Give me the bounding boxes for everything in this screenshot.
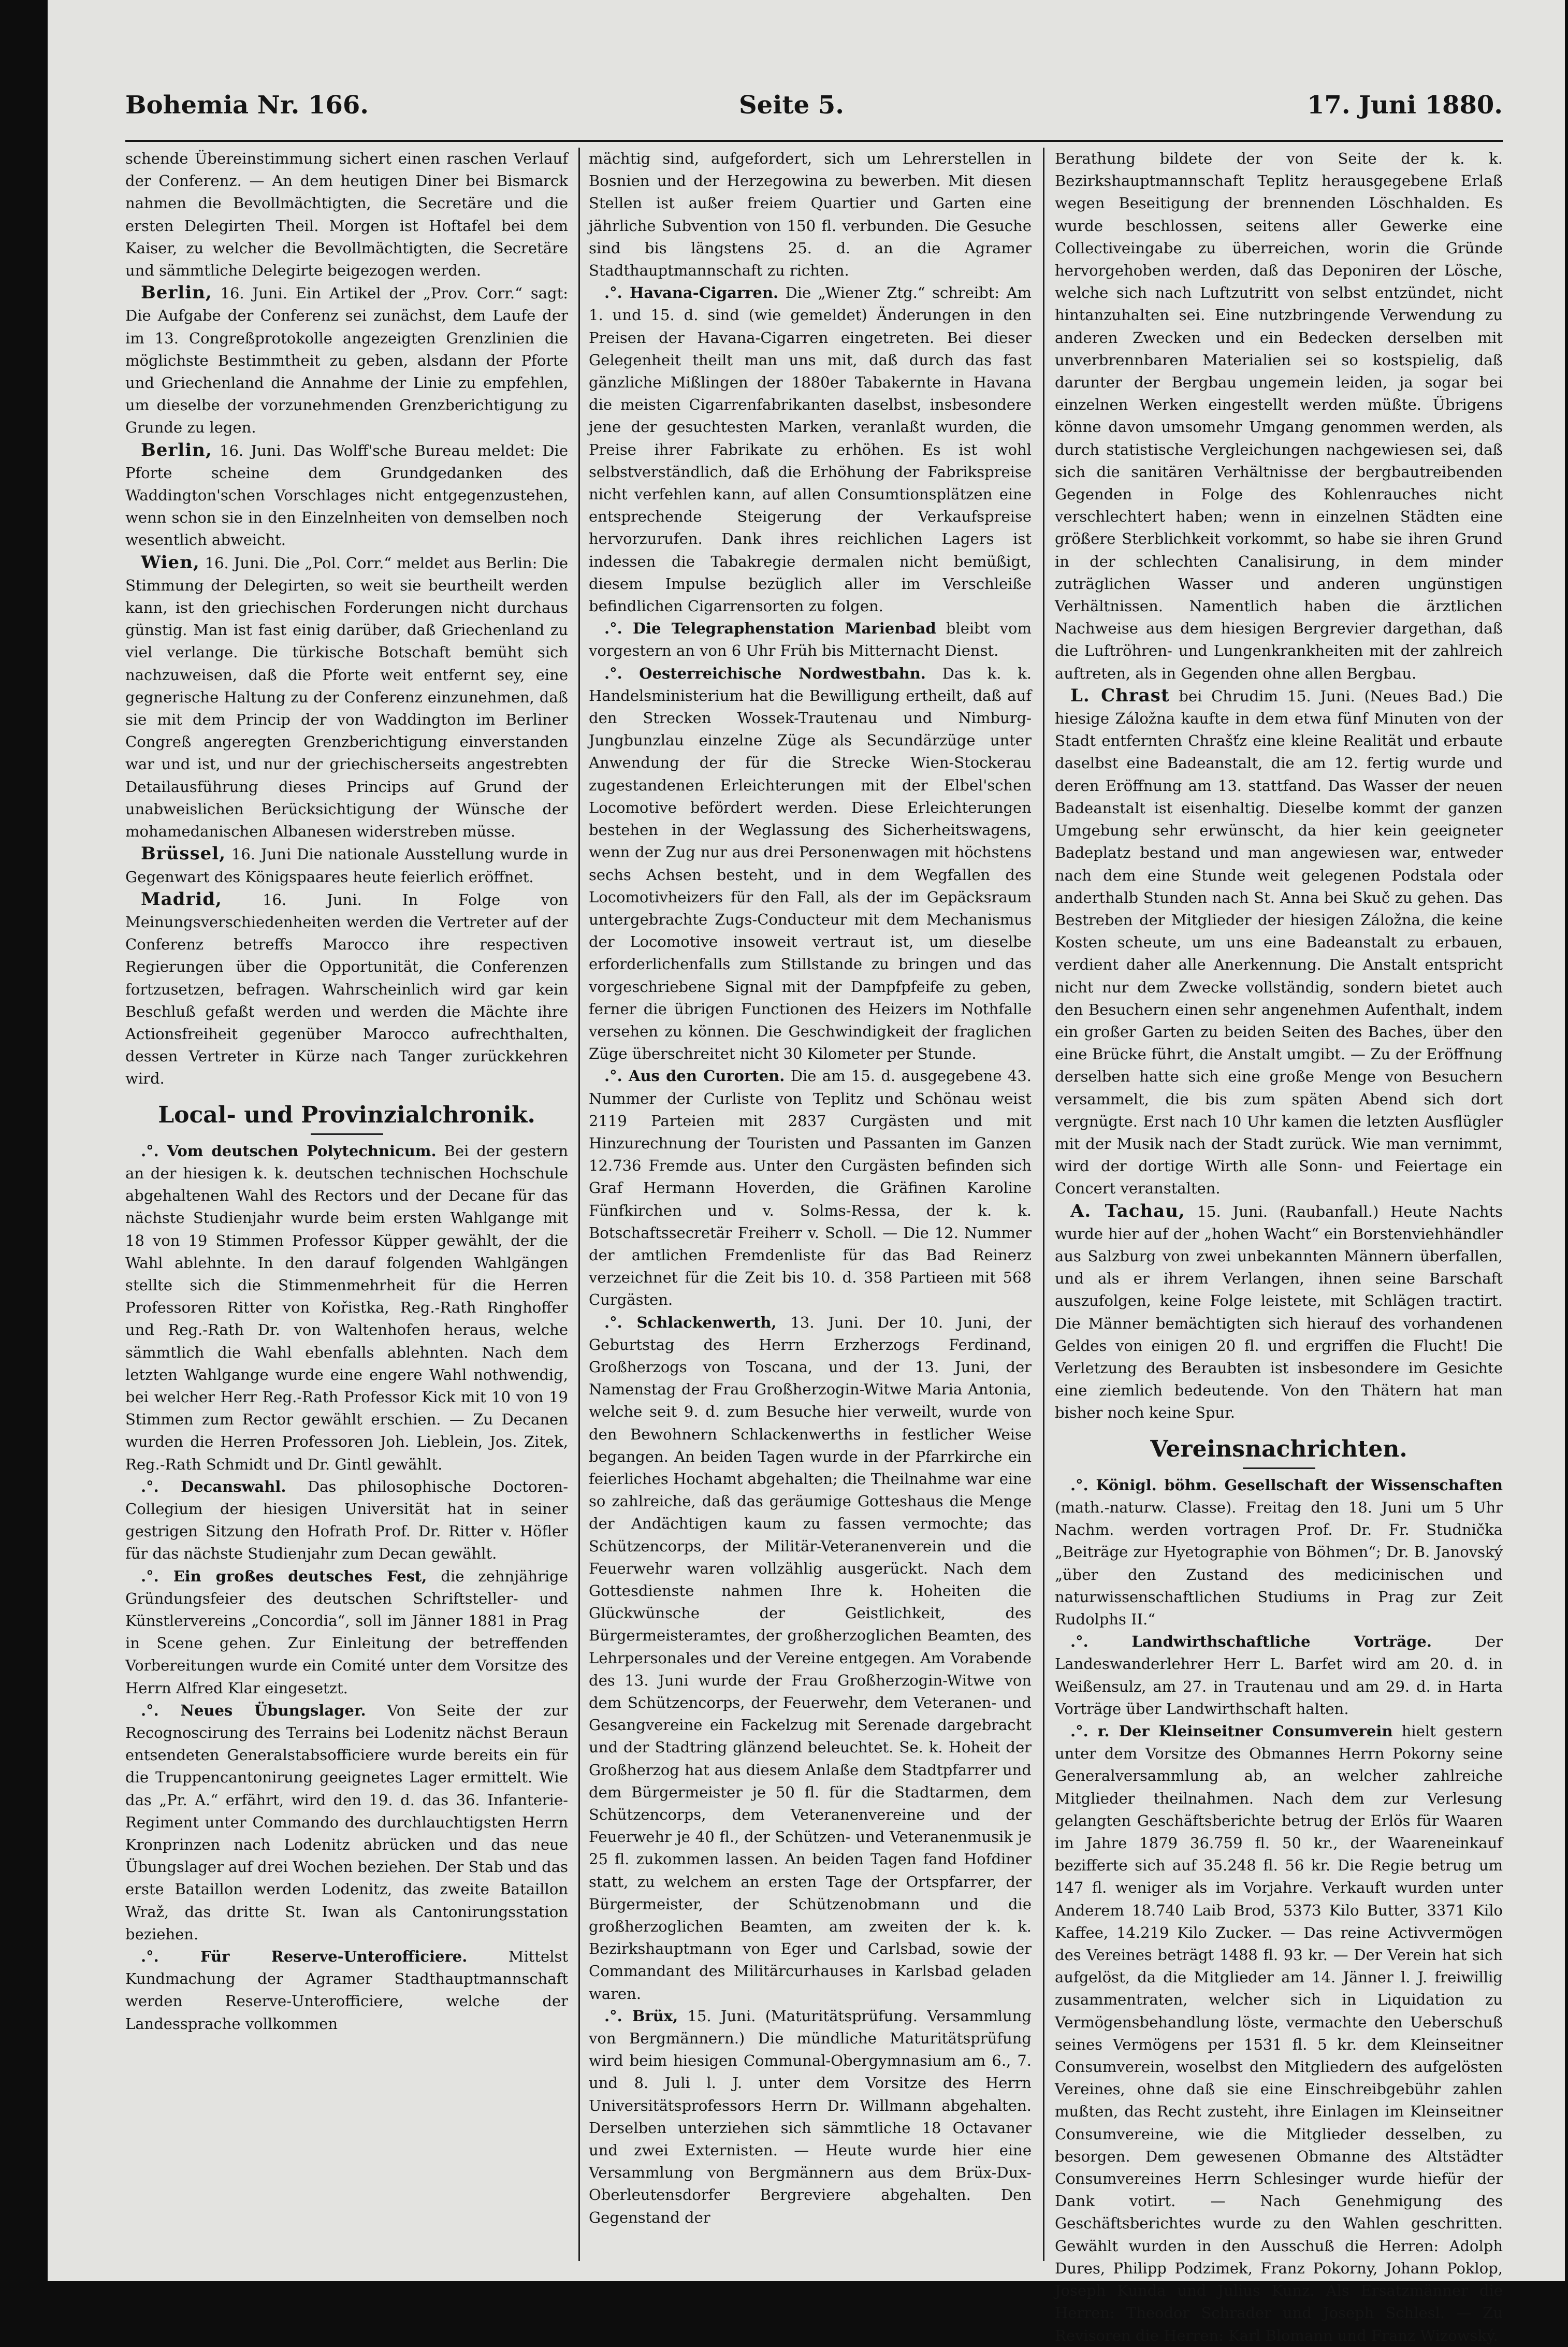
article-text: Die „Wiener Ztg.“ schreibt: Am 1. und 15. d. sind (wie gemeldet) Änderungen in den Preisen der Havana-Cigarren eingetreten. Bei dieser Gelegenheit theilt man uns mit, daß durch das fast gänzliche Mißlingen der 1880er Tabakernte in Havana die meisten Cigarrenfabrikanten daselbst, insbesondere jene der gesuchtesten Marken, veranlaßt wurden, die Preise ihrer Fabrikate zu erhöhen. Es ist wohl selbstverständlich, daß die Erhöhung der Fabrikspreise nicht verfehlen kann, auf allen Consumtionsplätzen eine entsprechende Steigerung der Verkaufspreise hervorzurufen. Dank ihres reichlichen Lagers ist indessen die Tabakregie dermalen nicht bemüßigt, diesem Impulse bezüglich aller im Verschleiße befindlichen Cigarrensorten zu folgen. (589, 284, 1032, 615)
article-text: hielt gestern unter dem Vorsitze des Obmannes Herrn Pokorny seine Generalversammlung ab, an welcher zahlreiche Mitglieder theilnahmen. Nach dem zur Verlesung gelangten Geschäftsberichte betrug der Erlös für Waaren im Jahre 1879 36.759 fl. 50 kr., der Waareneinkauf bezifferte sich auf 35.248 fl. 56 kr. Die Regie betrug um 147 fl. weniger als im Vorjahre. Verkauft wurden unter Anderem 18.740 Laib Brod, 5373 Kilo Butter, 3371 Kilo Kaffee, 14.219 Kilo Zucker. — Das reine Activvermögen des Vereines beträgt 1488 fl. 93 kr. — Der Verein hat sich aufgelöst, da die Mitglieder am 14. Jänner l. J. freiwillig zusammentraten, welcher sich in Liquidation zu Vermögensbehandlung löste, vermachte den Ueberschuß seines Vermögens per 1531 fl. 5 kr. dem Kleinseitner Consumverein, woselbst den Mitgliedern des aufgelösten Vereines, ohne daß sie eine Einschreibgebühr zahlen mußten, das Recht zusteht, ihre Einlagen im Kleinseitner Consumvereine, wie die Mitglieder desselben, zu besorgen. Dem gewesenen Obmanne des Altstädter Consumvereines Herrn Schlesinger wurde hiefür der Dank votirt. — Nach Genehmigung des Geschäftsberichtes wurde zu den Wahlen geschritten. Gewählt wurden in den Ausschuß die Herren: Adolph Dures, Philipp Podzimek, Franz Pokorny, Johann Poklop, Joseph Kunda und Julius Kunz. Als Ersatzmänner die Herren: Theodor Schrader und Joseph Schlesl. — Zu Revisoren die Herren: Karl Blomann und Franz Wizowský. (1055, 1722, 1503, 2344)
article-text: 16. Juni. Ein Artikel der „Prov. Corr.“ sagt: Die Aufgabe der Conferenz sei zunächst, dem Laufe der im 13. Congreßprotokolle angezeigten Grenzlinien die möglichste Bestimmtheit zu geben, alsdann der Pforte und Griechenland die Annahme der Linie zu empfehlen, um dieselbe der vorzunehmenden Grenzberichtigung zu Grunde zu legen. (125, 284, 568, 437)
article-text: Mittelst Kundmachung der Agramer Stadthauptmannschaft werden Reserve-Unterofficiere, welche der Landessprache vollkommen (125, 1948, 568, 2033)
section-heading-vereine: Vereinsnachrichten. (1150, 1435, 1407, 1462)
column-2 (589, 148, 1032, 2266)
bullet-mark: .°. (141, 1701, 181, 1719)
bullet-mark: .°. (604, 284, 630, 302)
local-articles-continued (589, 148, 1032, 2229)
column-rule (1043, 148, 1044, 2261)
article-lead: Decanswahl. (181, 1477, 286, 1495)
article-text: 13. Juni. Der 10. Juni, der Geburtstag des Herrn Erzherzogs Ferdinand, Großherzogs von Toscana, und der 13. Juni, der Namenstag der Frau Großherzogin-Witwe Maria Antonia, welche seit 9. d. zum Besuche hier verweilt, wurde von den Bewohnern Schlackenwerths in festlicher Weise begangen. An beiden Tagen wurde in der Pfarrkirche ein feierliches Hochamt abgehalten; die Theilnahme war eine so zahlreiche, daß das geräumige Gotteshaus die Menge der Andächtigen kaum zu fassen vermochte; das Schützencorps, der Militär-Veteranenverein und die Feuerwehr waren vollzählig ausgerückt. Nach dem Gottesdienste nahmen Ihre k. Hoheiten die Glückwünsche der Geistlichkeit, des Bürgermeisteramtes, der großherzoglichen Beamten, des Lehrpersonales und der Vereine entgegen. Am Vorabende des 13. Juni wurde der Frau Großherzogin-Witwe von dem Schützencorps, der Feuerwehr, dem Veteranen- und Gesangvereine ein Fackelzug mit Serenade dargebracht und der Stadtring glänzend beleuchtet. Se. k. Hoheit der Großherzog hat aus diesem Anlaße dem Stadtpfarrer und dem Bürgermeister je 50 fl. für die Stadtarmen, dem Schützencorps, dem Veteranenvereine und der Feuerwehr je 40 fl., der Schützen- und Veteranenmusik je 25 fl. zukommen lassen. An beiden Tagen fand Hofdiner statt, zu welchem an ersten Tage der Ortspfarrer, der Bürgermeister, der Schützenobmann und die großherzoglichen Beamten, am zweiten der k. k. Bezirkshauptmann von Eger und Carlsbad, sowie der Commandant des Militärcurhauses in Karlsbad geladen waren. (589, 1313, 1032, 2003)
article-lead: Königl. böhm. Gesellschaft der Wissenschaften (1096, 1476, 1503, 1494)
article-paragraph (1055, 1474, 1503, 1631)
article-lead: L. Chrast (1070, 685, 1170, 706)
article-text: bei Chrudim 15. Juni. (Neues Bad.) Die hiesige Záložna kaufte in dem etwa fünf Minuten von der Stadt entfernten Chrašťz eine kleine Realität und erbaute daselbst eine Badeanstalt, die am 12. fertig wurde und deren Eröffnung am 13. stattfand. Das Wasser der neuen Badeanstalt ist eisenhaltig. Dieselbe kommt der ganzen Umgebung sehr erwünscht, da hier kein geeigneter Badeplatz bestand und man angewiesen war, entweder nach dem eine Stunde weit gelegenen Podstala oder anderthalb Stunden nach St. Anna bei Skuč zu gehen. Das Bestreben der Mitglieder der hiesigen Záložna, die keine Kosten scheute, um uns eine Badeanstalt zu erbauen, verdient daher alle Anerkennung. Die Anstalt entspricht nicht nur dem Zwecke vollständig, sondern bietet auch den Besuchern einen sehr angenehmen Aufenthalt, indem ein großer Garten zu beiden Seiten des Baches, über den eine Brücke führt, die Anstalt umgibt. — Zu der Eröffnung derselben hatte sich eine große Menge von Besuchern versammelt, die bis zum späten Abend sich dort vergnügte. Erst nach 10 Uhr kamen die letzten Ausflügler mit der Musik nach der Stadt zurück. Wie man vernimmt, wird der dortige Wirth alle Sonn- und Feiertage ein Concert veranstalten. (1055, 687, 1503, 1198)
article-paragraph (125, 282, 568, 439)
article-text: 16. Juni. Das Wolff'sche Bureau meldet: Die Pforte scheine dem Grundgedanken des Waddington'schen Vorschlages nicht entgegenzustehen, wenn schon sie in den Einzelnheiten von demselben noch wesentlich abweicht. (125, 441, 568, 549)
article-paragraph (589, 2005, 1032, 2229)
header-rule (125, 140, 1503, 142)
section-rule (1243, 1467, 1315, 1469)
column-rule (578, 148, 580, 2261)
article-lead: Brüssel, (141, 843, 226, 865)
section-heading-local: Local- und Provinzialchronik. (158, 1101, 535, 1128)
bullet-mark: .°. (604, 1313, 637, 1331)
article-paragraph (589, 1312, 1032, 2005)
article-lead: Neues Übungslager. (180, 1701, 366, 1719)
article-text: Der Landeswanderlehrer Herr L. Barfet wird am 20. d. in Weißensulz, am 27. in Trautenau und am 29. d. in Harta Vorträge über Landwirthschaft halten. (1055, 1633, 1503, 1718)
page-header (125, 91, 1503, 132)
article-lead: Ein großes deutsches Fest, (173, 1567, 427, 1585)
article-paragraph (125, 552, 568, 843)
article-text: 15. Juni. (Maturitätsprüfung. Versammlung von Bergmännern.) Die mündliche Maturitätsprüfung wird beim hiesigen Communal-Obergymnasium am 6., 7. und 8. Juli l. J. unter dem Vorsitze des Herrn Universitätsprofessors Herrn Dr. Willmann abgehalten. Derselben unterziehen sich sämmtliche 18 Octavaner und zwei Externisten. — Heute wurde hier eine Versammlung von Bergmännern aus dem Brüx-Dux-Oberleutensdorfer Bergreviere abgehalten. Den Gegenstand der (589, 2007, 1032, 2226)
article-lead: Für Reserve-Unterofficiere. (200, 1948, 468, 1966)
article-paragraph (1055, 148, 1503, 685)
section-rule (311, 1133, 383, 1135)
article-paragraph (1055, 685, 1503, 1200)
article-lead: Aus den Curorten. (628, 1067, 785, 1085)
article-lead: Brüx, (632, 2007, 678, 2025)
article-text: (math.-naturw. Classe). Freitag den 18. Juni um 5 Uhr Nachm. werden vortragen Prof. Dr. Fr. Studnička „Beiträge zur Hyetographie von Böhmen“; Dr. B. Janovský „über den Zustand des medicinischen und naturwissenschaftlichen Studiums in Prag zur Zeit Rudolphs II.“ (1055, 1498, 1503, 1628)
article-paragraph (1055, 1200, 1503, 1424)
article-paragraph (125, 1946, 568, 2035)
article-text: Berathung bildete der von Seite der k. k. Bezirkshauptmannschaft Teplitz herausgegebene Erlaß wegen Beseitigung der brennenden Löschhalden. Es wurde beschlossen, seitens aller Gewerke eine Collectiveingabe zu überreichen, worin die Gründe hervorgehoben werden, daß das Deponiren der Lösche, welche sich nach Luftzutritt von selbst entzündet, nicht hintanzuhalten sei. Eine nutzbringende Verwendung zu anderen Zwecken und ein Bedecken derselben mit unverbrennbaren Materialien sei so kostspielig, daß darunter der Bergbau ungemein leiden, ja sogar bei einzelnen Werken eingestellt werden müßte. Übrigens könne davon umsomehr Umgang genommen werden, als durch statistische Vergleichungen nachgewiesen sei, daß sich die sanitären Verhältnisse der bergbautreibenden Gegenden in Folge des Kohlenrauches nicht verschlechtert haben; wenn in einzelnen Städten eine größere Sterblichkeit vorkommt, so habe sie ihren Grund in der schlechten Canalisirung, in dem minder zuträglichen Wasser und anderen ungünstigen Verhältnissen. Namentlich haben die ärztlichen Nachweise aus dem hiesigen Bergrevier dargethan, daß die Luftröhren- und Lungenkrankheiten mit der zahlreich auftreten, als in Gegenden ohne allen Bergbau. (1055, 150, 1503, 682)
article-paragraph (125, 1476, 568, 1565)
bullet-mark: .°. (1070, 1476, 1096, 1494)
local-articles-end (1055, 148, 1503, 1424)
page-number: Seite 5. (739, 91, 844, 120)
article-paragraph (589, 148, 1032, 282)
bullet-mark: .°. (1070, 1633, 1132, 1651)
article-lead: Berlin, (141, 282, 212, 304)
newspaper-page (48, 0, 1565, 2344)
bullet-mark: .°. (141, 1477, 181, 1495)
article-paragraph (589, 282, 1032, 617)
article-paragraph (589, 1065, 1032, 1311)
article-lead: Schlackenwerth, (636, 1313, 777, 1331)
article-paragraph (125, 888, 568, 1090)
bullet-mark: .°. (604, 620, 633, 638)
article-lead: Havana-Cigarren. (629, 284, 779, 302)
column-1 (125, 148, 568, 2266)
article-lead: r. Der Kleinseitner Consumverein (1097, 1722, 1393, 1740)
article-text: schende Übereinstimmung sichert einen raschen Verlauf der Conferenz. — An dem heutigen Diner bei Bismarck nahmen die Bevollmächtigten, die Secretäre und die ersten Delegirten Theil. Morgen ist Hoftafel bei dem Kaiser, zu welcher die Bevollmächtigten, die Secretäre und sämmtliche Delegirte beigezogen werden. (125, 150, 568, 280)
article-text: Bei der gestern an der hiesigen k. k. deutschen technischen Hochschule abgehaltenen Wahl des Rectors und der Decane für das nächste Studienjahr wurde beim ersten Wahlgange mit 18 von 19 Stimmen Professor Küpper gewählt, der die Wahl ablehnte. In den darauf folgenden Wahlgängen stellte sich die Stimmenmehrheit für die Herren Professoren Ritter von Kořistka, Reg.-Rath Ringhoffer und Reg.-Rath Dr. von Waltenhofen heraus, welche sämmtlich die Wahl ebenfalls ablehnten. Nach dem letzten Wahlgange wurde eine engere Wahl nothwendig, bei welcher Herr Reg.-Rath Professor Kick mit 10 von 19 Stimmen zum Rector gewählt erschien. — Zu Decanen wurden die Herren Professoren Joh. Lieblein, Jos. Zitek, Reg.-Rath Schmidt und Dr. Gintl gewählt. (125, 1142, 568, 1473)
article-paragraph (125, 1700, 568, 1946)
article-paragraph (125, 1140, 568, 1476)
bullet-mark: .°. (604, 1067, 629, 1085)
article-text: 15. Juni. (Raubanfall.) Heute Nachts wurde hier auf der „hohen Wacht“ ein Borstenviehhändler aus Salzburg von zwei unbekannten Männern überfallen, und als er ihrem Verlangen, ihnen seine Barschaft auszufolgen, keine Folge leistete, mit Schlägen tractirt. Die Männer bemächtigten sich hierauf des vorhandenen Geldes von einigen 20 fl. und ergriffen die Flucht! Die Verletzung des Beraubten ist insbesondere im Gesichte eine ziemlich bedeutende. Von den Thätern hat man bisher noch keine Spur. (1055, 1202, 1503, 1422)
issue-date: 17. Juni 1880. (1307, 91, 1503, 120)
bullet-mark: .°. (604, 664, 640, 682)
article-lead: Berlin, (141, 439, 212, 460)
article-paragraph (125, 148, 568, 282)
vereins-articles (1055, 1474, 1503, 2347)
article-text: bleibt vom vorgestern an von 6 Uhr Früh bis Mitternacht Dienst. (589, 620, 1032, 660)
article-text: 16. Juni. Die „Pol. Corr.“ meldet aus Berlin: Die Stimmung der Delegirten, so weit sie beurtheilt werden kann, ist den griechischen Forderungen nicht durchaus günstig. Man ist fast einig darüber, daß Griechenland zu viel verlange. Die türkische Botschaft bemüht sich nachzuweisen, daß die Pforte weit entfernt sey, eine gegnerische Haltung zu der Conferenz einzunehmen, daß sie mit dem Princip der von Waddington im Berliner Congreß angeregten Grenzberichtigung einverstanden war und ist, und nur der griechischerseits angestrebten Detailausführung dieses Princips auf Grund der unabweislichen Berücksichtigung der Wünsche der mohamedanischen Albanesen widerstreben müsse. (125, 554, 568, 841)
article-text: die zehnjährige Gründungsfeier des deutschen Schriftsteller- und Künstlervereins „Concordia“, soll im Jänner 1881 in Prag in Scene gehen. Zur Einleitung der betreffenden Vorbereitungen wurde ein Comité unter dem Vorsitze des Herrn Alfred Klar eingesetzt. (125, 1567, 569, 1697)
bullet-mark: .°. (141, 1142, 167, 1160)
bullet-mark: .°. (604, 2007, 632, 2025)
article-paragraph (1055, 1631, 1503, 1720)
article-lead: Landwirthschaftliche Vorträge. (1131, 1633, 1432, 1651)
article-lead: Madrid, (141, 888, 222, 910)
bullet-mark: .°. (1070, 1722, 1098, 1740)
article-paragraph (589, 663, 1032, 1065)
article-lead: Oesterreichische Nordwestbahn. (639, 664, 926, 682)
local-articles (125, 1140, 568, 2035)
article-lead: Vom deutschen Polytechnicum. (167, 1142, 437, 1160)
article-text: 16. Juni. In Folge von Meinungsverschiedenheiten werden die Vertreter auf der Conferenz betreffs Marocco ihre respectiven Regierungen über die Opportunität, die Conferenzen fortzusetzen, befragen. Wahrscheinlich wird gar kein Beschluß gefaßt werden und werden die Mächte ihre Actionsfreiheit gegenüber Marocco aufrechthalten, dessen Vertreter in Kürze nach Tanger zurückkehren wird. (125, 890, 568, 1088)
article-text: Von Seite der zur Recognoscirung des Terrains bei Lodenitz nächst Beraun entsendeten Generalstabsofficiere wurde bereits ein für die Truppencantonirung geeignetes Lager ermittelt. Wie das „Pr. A.“ erfährt, wird den 19. d. das 36. Infanterie-Regiment unter Commando des durchlauchtigsten Herrn Kronprinzen nach Lodenitz abrücken und das neue Übungslager auf drei Wochen beziehen. Der Stab und das erste Bataillon werden Lodenitz, das zweite Bataillon Wraž, das dritte St. Iwan als Cantonirungsstation beziehen. (125, 1701, 568, 1943)
article-lead: A. Tachau, (1070, 1200, 1185, 1221)
telegram-articles (125, 148, 568, 1090)
article-text: 16. Juni Die nationale Ausstellung wurde in Gegenwart des Königspaares heute feierlich eröffnet. (125, 845, 569, 886)
bullet-mark: .°. (141, 1567, 173, 1585)
article-paragraph (125, 843, 568, 888)
article-lead: Die Telegraphenstation Marienbad (632, 620, 936, 638)
article-text: Die am 15. d. ausgegebene 43. Nummer der Curliste von Teplitz und Schönau weist 2119 Parteien mit 2837 Curgästen und mit Hinzurechnung der Touristen und Passanten im Ganzen 12.736 Fremde aus. Unter den Curgästen befinden sich Graf Hermann Hoverden, die Gräfinen Karoline Fünfkirchen und v. Solms-Ressa, der k. k. Botschaftssecretär Freiherr v. Scholl. — Die 12. Nummer der amtlichen Fremdenliste für das Bad Reinerz verzeichnet für die Zeit bis 10. d. 358 Partieen mit 568 Curgästen. (589, 1067, 1032, 1309)
article-lead: Wien, (141, 552, 200, 573)
article-paragraph (125, 1565, 568, 1700)
bullet-mark: .°. (141, 1948, 200, 1966)
article-paragraph (1055, 1720, 1503, 2347)
article-text: Das k. k. Handelsministerium hat die Bewilligung ertheilt, daß auf den Strecken Wossek-Trautenau und Nimburg-Jungbunzlau einzelne Züge als Secundärzüge unter Anwendung der für die Strecke Wien-Stockerau zugestandenen Erleichterungen mit der Elbel'schen Locomotive befördert werden. Diese Erleichterungen bestehen in der Weglassung des Sicherheitswagens, wenn der Zug nur aus drei Personenwagen mit höchstens sechs Achsen besteht, und in dem Wegfallen des Locomotivheizers für den Fall, als der im Gepäcksraum untergebrachte Zugs-Conducteur mit dem Mechanismus der Locomotive insoweit vertraut ist, um dieselbe erforderlichenfalls zum Stillstande zu bringen und das vorgeschriebene Signal mit der Dampfpfeife zu geben, ferner die übrigen Functionen des Heizers im Nothfalle versehen zu können. Die Geschwindigkeit der fraglichen Züge überschreitet nicht 30 Kilometer per Stunde. (589, 664, 1032, 1063)
article-paragraph (589, 617, 1032, 662)
column-3 (1055, 148, 1503, 2344)
article-text: mächtig sind, aufgefordert, sich um Lehrerstellen in Bosnien und der Herzegowina zu bewerben. Mit diesen Stellen ist außer freiem Quartier und Garten eine jährliche Subvention von 150 fl. verbunden. Die Gesuche sind bis längstens 25. d. an die Agramer Stadthauptmannschaft zu richten. (589, 150, 1032, 280)
article-paragraph (125, 439, 568, 552)
article-text: Das philosophische Doctoren-Collegium der hiesigen Universität hat in seiner gestrigen Sitzung den Hofrath Prof. Dr. Ritter v. Höfler für das nächste Studienjahr zum Decan gewählt. (125, 1477, 568, 1563)
paper-issue: Bohemia Nr. 166. (125, 91, 369, 120)
